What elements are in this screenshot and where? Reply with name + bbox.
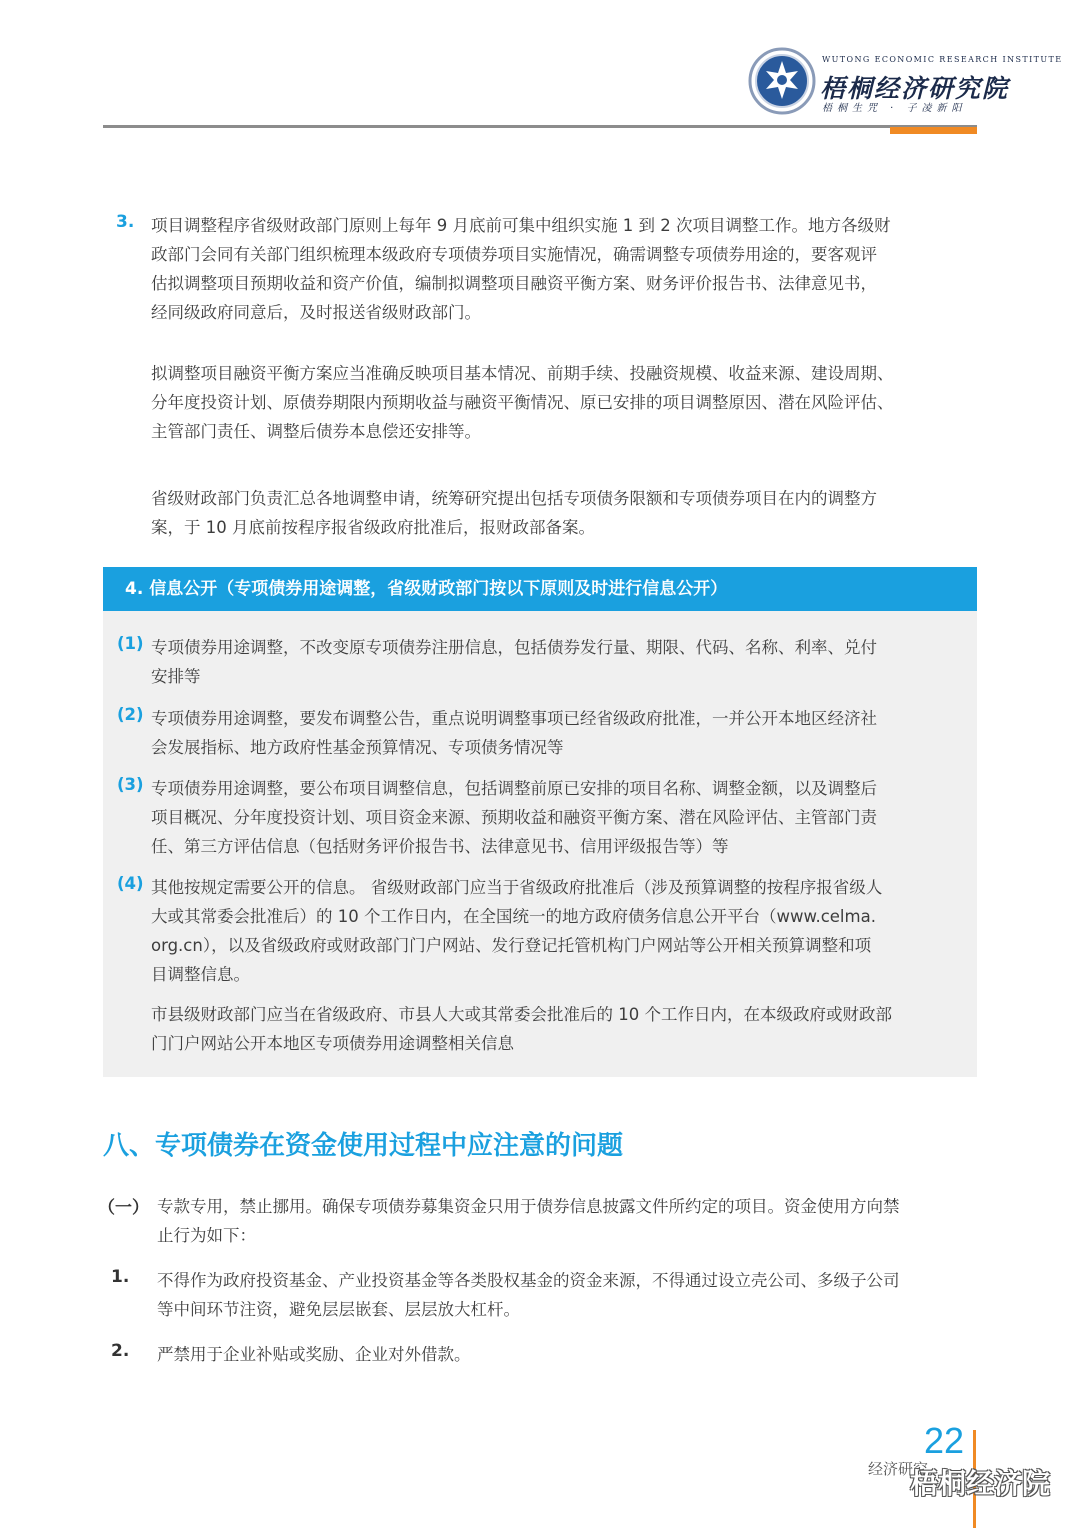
institute-seal-logo <box>748 47 816 115</box>
disclosure-tail-paragraph: 市县级财政部门应当在省级政府、市县人大或其常委会批准后的 10 个工作日内，在本级政府或财政部 门门户网站公开本地区专项债券用途调整相关信息 <box>151 1005 892 1053</box>
watermark-small: 经济研究 <box>868 1460 929 1478</box>
logo-slogan: 梧桐生咒 · 子凌新阳 <box>822 103 967 114</box>
header-accent-bar <box>890 127 977 134</box>
list-item-1: 不得作为政府投资基金、产业投资基金等各类股权基金的资金来源，不得通过设立壳公司、多级子公司 等中间环节注资，避免层层嵌套、层层放大杠杆。 <box>157 1271 900 1319</box>
list-item-2: 严禁用于企业补贴或奖励、企业对外借款。 <box>157 1345 471 1364</box>
watermark: 梧桐经济院 <box>910 1467 1051 1500</box>
disclosure-item-4: 其他按规定需要公开的信息。 省级财政部门应当于省级政府批准后（涉及预算调整的按程序报省级人 大或其常委会批准后）的 10 个工作日内，在全国统一的地方政府债务信息公开平台（www.celma. org.cn），以及省级政府或财政部门门户网站、发行登记托管机构门户网站等公开相关预算调整和项 目调整信息。 <box>151 878 883 984</box>
subsection-number: （一） <box>98 1198 149 1218</box>
info-disclosure-heading: 4. 信息公开（专项债券用途调整，省级财政部门按以下原则及时进行信息公开） <box>103 567 977 611</box>
disclosure-item-1-number: (1) <box>117 634 144 653</box>
item3-paragraph-2: 拟调整项目融资平衡方案应当准确反映项目基本情况、前期手续、投融资规模、收益来源、建设周期、 分年度投资计划、原债券期限内预期收益与融资平衡情况、原已安排的项目调整原因、潜在风险评估、 主管部门责任、调整后债券本息偿还安排等。 <box>151 364 894 441</box>
section-title: 八、专项债券在资金使用过程中应注意的问题 <box>103 1131 624 1161</box>
item3-paragraph-1: 项目调整程序省级财政部门原则上每年 9 月底前可集中组织实施 1 到 2 次项目调整工作。地方各级财 政部门会同有关部门组织梳理本级政府专项债券项目实施情况，确需调整专项债券用途的，要客观评 估拟调整项目预期收益和资产价值，编制拟调整项目融资平衡方案、财务评价报告书、法律意见书， 经同级政府同意后，及时报送省级财政部门。 <box>151 216 891 322</box>
list-item-2-number: 2. <box>111 1341 130 1361</box>
logo-chinese-name: 梧桐经济研究院 <box>820 74 1010 103</box>
page-number: 22 <box>924 1420 965 1461</box>
item3-paragraph-3: 省级财政部门负责汇总各地调整申请，统筹研究提出包括专项债务限额和专项债券项目在内的调整方 案，于 10 月底前按程序报省级政府批准后，报财政部备案。 <box>151 489 877 537</box>
disclosure-item-3-number: (3) <box>117 775 144 794</box>
disclosure-item-4-number: (4) <box>117 874 144 893</box>
disclosure-item-3: 专项债券用途调整，要公布项目调整信息，包括调整前原已安排的项目名称、调整金额，以及调整后 项目概况、分年度投资计划、项目资金来源、预期收益和融资平衡方案、潜在风险评估、主管部门责 任、第三方评估信息（包括财务评价报告书、法律意见书、信用评级报告等）等 <box>151 779 877 856</box>
list-item-1-number: 1. <box>111 1267 130 1287</box>
disclosure-item-2-number: (2) <box>117 705 144 724</box>
header-divider <box>103 125 977 128</box>
logo-english-name: WUTONG ECONOMIC RESEARCH INSTITUTE <box>822 55 1063 64</box>
disclosure-item-2: 专项债券用途调整，要发布调整公告，重点说明调整事项已经省级政府批准，一并公开本地区经济社 会发展指标、地方政府性基金预算情况、专项债务情况等 <box>151 709 877 757</box>
disclosure-item-1: 专项债券用途调整，不改变原专项债券注册信息，包括债券发行量、期限、代码、名称、利率、兑付 安排等 <box>151 638 877 686</box>
item-number-3: 3. <box>116 212 135 232</box>
subsection-paragraph: 专款专用，禁止挪用。确保专项债券募集资金只用于债券信息披露文件所约定的项目。资金使用方向禁 止行为如下： <box>157 1197 900 1245</box>
